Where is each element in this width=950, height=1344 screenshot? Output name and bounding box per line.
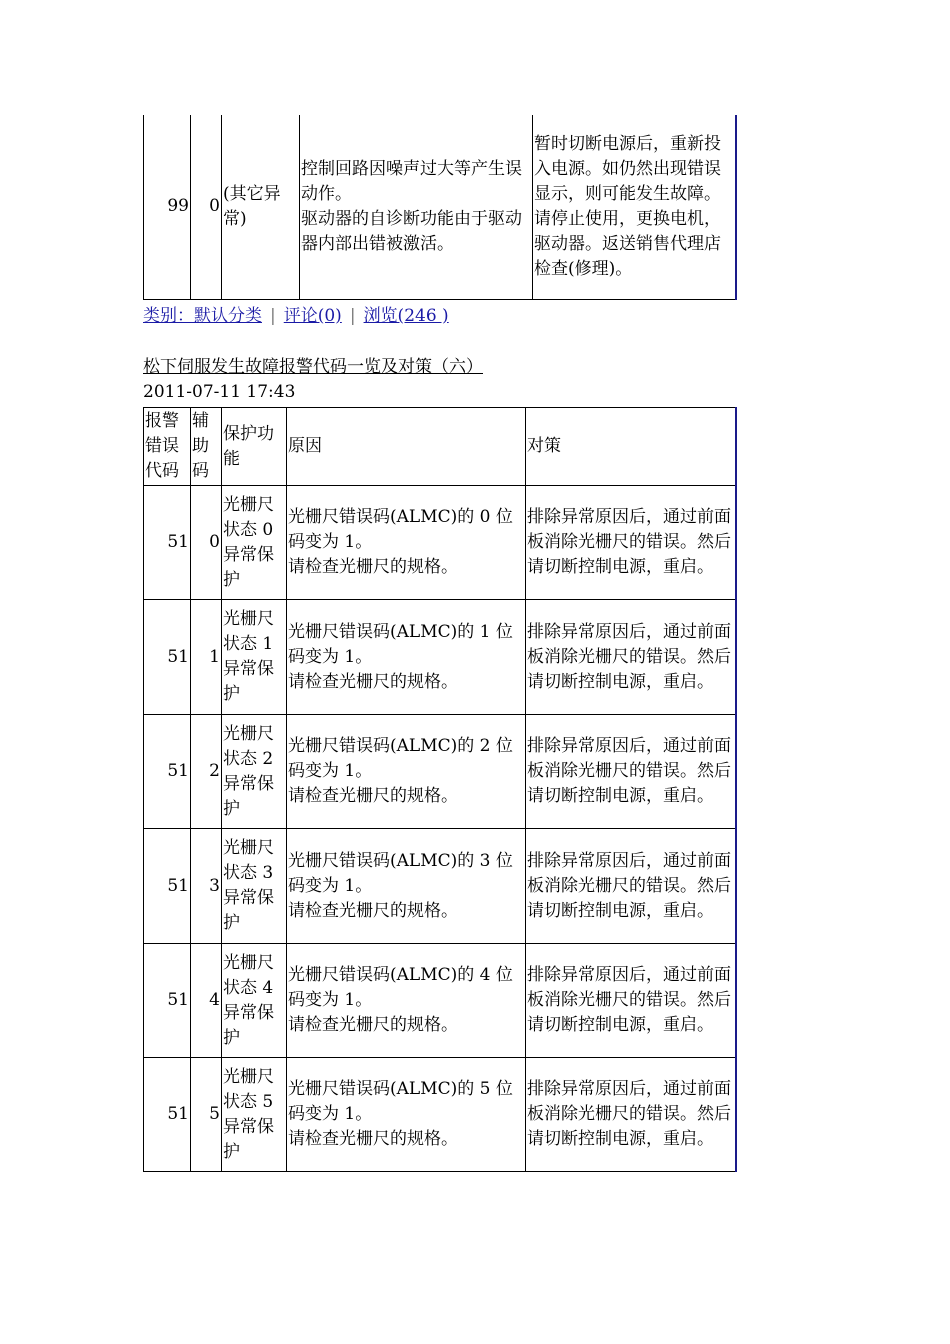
protection-func-cell: 光栅尺状态 3 异常保护: [222, 829, 287, 944]
protection-func-cell: 光栅尺状态 1 异常保护: [222, 600, 287, 715]
table-row: [144, 115, 736, 299]
measure-cell: 排除异常原因后，通过前面板消除光栅尺的错误。然后请切断控制电源，重启。: [526, 1058, 736, 1172]
post-meta-bar: [143, 304, 449, 328]
table-row: [144, 715, 736, 829]
protection-func-cell: 光栅尺状态 2 异常保护: [222, 715, 287, 829]
cause-line: 控制回路因噪声过大等产生误动作。: [301, 158, 522, 204]
measure-cell: 暂时切断电源后，重新投入电源。如仍然出现错误显示，则可能发生故障。请停止使用，更换电机，驱动器。返送销售代理店检查(修理)。: [533, 115, 736, 299]
cause-line: 光栅尺错误码(ALMC)的 4 位码变为 1。: [288, 965, 513, 1010]
measure-cell: 排除异常原因后，通过前面板消除光栅尺的错误。然后请切断控制电源，重启。: [526, 486, 736, 600]
cause-line: 请检查光栅尺的规格。: [288, 671, 458, 692]
measure-cell: 排除异常原因后，通过前面板消除光栅尺的错误。然后请切断控制电源，重启。: [526, 600, 736, 715]
table-row: [144, 600, 736, 715]
category-link[interactable]: 类别：默认分类: [143, 306, 262, 326]
alarm-code-cell: 51: [144, 486, 191, 600]
table-row: [144, 944, 736, 1058]
sub-code-cell: 0: [191, 115, 222, 299]
sub-code-cell: 2: [191, 715, 222, 829]
post-title-wrap: [143, 355, 483, 379]
alarm-code-table: [143, 407, 737, 1172]
cause-cell: [287, 486, 526, 600]
measure-cell: 排除异常原因后，通过前面板消除光栅尺的错误。然后请切断控制电源，重启。: [526, 829, 736, 944]
cause-cell: [287, 715, 526, 829]
header-sub-code: 辅助码: [191, 408, 222, 486]
header-cause: 原因: [287, 408, 526, 486]
alarm-code-cell: 51: [144, 715, 191, 829]
cause-line: 光栅尺错误码(ALMC)的 5 位码变为 1。: [288, 1079, 513, 1124]
comments-link[interactable]: 评论(0): [283, 306, 342, 326]
cause-cell: [287, 1058, 526, 1172]
cause-line: 光栅尺错误码(ALMC)的 3 位码变为 1。: [288, 850, 513, 896]
sub-code-cell: 1: [191, 600, 222, 715]
table-row: [144, 829, 736, 944]
meta-divider: |: [349, 306, 356, 326]
sub-code-cell: 4: [191, 944, 222, 1058]
protection-func-cell: (其它异常): [222, 115, 300, 299]
header-alarm-code: 报警错误代码: [144, 408, 191, 486]
alarm-code-cell: 51: [144, 829, 191, 944]
post-date: 2011-07-11 17:43: [143, 382, 296, 402]
cause-line: 光栅尺错误码(ALMC)的 2 位码变为 1。: [288, 736, 513, 781]
table-row: [144, 486, 736, 600]
views-link[interactable]: 浏览(246 ): [363, 306, 449, 326]
alarm-code-cell: 99: [144, 115, 191, 299]
cause-line: 光栅尺错误码(ALMC)的 1 位码变为 1。: [288, 621, 513, 667]
meta-divider: |: [270, 306, 276, 326]
sub-code-cell: 5: [191, 1058, 222, 1172]
post-title-link[interactable]: 松下伺服发生故障报警代码一览及对策（六）: [143, 357, 483, 377]
protection-func-cell: 光栅尺状态 5 异常保护: [222, 1058, 287, 1172]
cause-cell: [287, 944, 526, 1058]
alarm-code-cell: 51: [144, 1058, 191, 1172]
cause-line: 请检查光栅尺的规格。: [288, 786, 458, 806]
cause-line: 请检查光栅尺的规格。: [288, 900, 458, 921]
cause-line: 请检查光栅尺的规格。: [288, 1129, 458, 1149]
sub-code-cell: 3: [191, 829, 222, 944]
cause-line: 请检查光栅尺的规格。: [288, 557, 458, 577]
alarm-code-cell: 51: [144, 600, 191, 715]
protection-func-cell: 光栅尺状态 0 异常保护: [222, 486, 287, 600]
cause-line: 光栅尺错误码(ALMC)的 0 位码变为 1。: [288, 507, 513, 552]
cause-cell: [287, 600, 526, 715]
measure-cell: 排除异常原因后，通过前面板消除光栅尺的错误。然后请切断控制电源，重启。: [526, 715, 736, 829]
cause-line: 请检查光栅尺的规格。: [288, 1015, 458, 1035]
sub-code-cell: 0: [191, 486, 222, 600]
header-measure: 对策: [526, 408, 736, 486]
cause-line: 驱动器的自诊断功能由于驱动器内部出错被激活。: [301, 208, 522, 254]
table-row: [144, 1058, 736, 1172]
cause-cell: [287, 829, 526, 944]
table-header-row: [144, 408, 736, 486]
cause-cell: [300, 115, 533, 299]
measure-cell: 排除异常原因后，通过前面板消除光栅尺的错误。然后请切断控制电源，重启。: [526, 944, 736, 1058]
protection-func-cell: 光栅尺状态 4 异常保护: [222, 944, 287, 1058]
header-protection-func: 保护功能: [222, 408, 287, 486]
alarm-code-cell: 51: [144, 944, 191, 1058]
prev-alarm-table: [143, 115, 737, 300]
